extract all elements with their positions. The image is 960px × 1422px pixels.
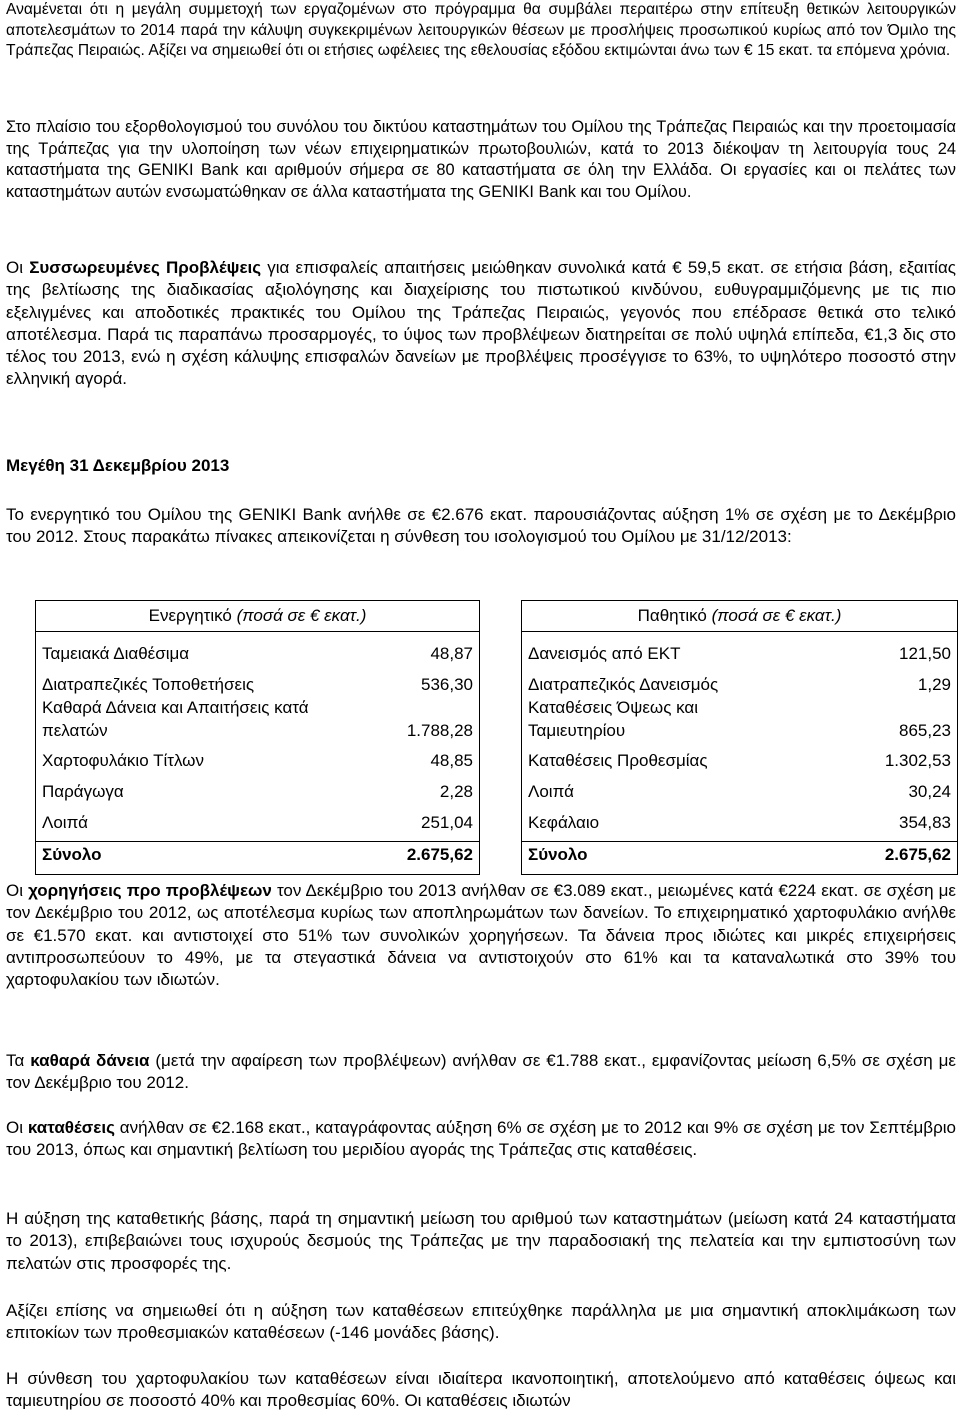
noteworthy-paragraph: Αξίζει επίσης να σημειωθεί ότι η αύξηση των καταθέσεων επιτεύχθηκε παράλληλα με μια σημαντική αποκλιμάκωση των επιτοκίων των προθεσμιακών καταθέσεων (-146 μονάδες βάσης). xyxy=(6,1301,956,1343)
liabilities-header-label: Παθητικό xyxy=(637,606,712,625)
provisions-post: για επισφαλείς απαιτήσεις μειώθηκαν συνολικά κατά € 59,5 εκατ. σε ετήσια βάση, εξαιτίας της βελτίωσης της διαδικασίας αξιολόγησης και διαχείρισης του πιστωτικού κινδύνου, ευθυγραμμιζόμενης με τις πιο εξελιγμένες και αποδοτικές πρακτικές του Ομίλου της Τράπεζας Πειραιώς, γεγονός που επέδρασε θετικά στο τελικό αποτέλεσμα. Παρά τις παραπάνω προσαρμογές, το ύψος των προβλέψεων διατηρείται σε πολύ υψηλά επίπεδα, €1,3 δις στο τέλος του 2013, ενώ η σχέση κάλυψης επισφαλών δανείων με προβλέψεις προσέγγισε το 63%, το υψηλότερο ποσοστό στην ελληνική αγορά. xyxy=(6,258,956,389)
net-loans-pre: Τα xyxy=(6,1051,31,1070)
net-loans-post: (μετά την αφαίρεση των προβλέψεων) ανήλθαν σε €1.788 εκατ., εμφανίζοντας μείωση 6,5% σε σχέση με τον Δεκέμβριο του 2012. xyxy=(6,1051,957,1093)
total-value: 2.675,62 xyxy=(884,845,951,864)
liabilities-table xyxy=(521,600,958,875)
loans-post: τον Δεκέμβριο του 2013 ανήλθαν σε €3.089 εκατ., μειωμένες κατά €224 εκατ. σε σχέση με τον Δεκέμβριο του 2012, ως αποτέλεσμα κυρίως των αποπληρωμάτων των δανείων. Το επιχειρηματικό χαρτοφυλάκιο ανήλθε σε €1.570 εκατ. και αντιστοιχεί στο 51% των συνολικών χορηγήσεων. Τα δάνεια προς ιδιώτες και μικρές επιχειρήσεις αντιπροσωπεύουν το 49%, με τα στεγαστικά δάνεια να αντιστοιχούν στο 61% και τα καταναλωτικά στο 39% του χαρτοφυλακίου των ιδιωτών. xyxy=(6,881,956,990)
section-heading: Μεγέθη 31 Δεκεμβρίου 2013 xyxy=(6,456,230,475)
row-label: Κεφάλαιο xyxy=(528,813,600,832)
assets-header-unit: (ποσά σε € εκατ.) xyxy=(236,606,367,625)
provisions-pre: Οι xyxy=(6,258,30,277)
row-value: 354,83 xyxy=(899,813,951,832)
provisions-bold: Συσσωρευμένες Προβλέψεις xyxy=(29,258,262,277)
row-value: 1,29 xyxy=(917,675,951,694)
row-label: Δανεισμός από ΕΚΤ xyxy=(528,644,681,663)
assets-total-row xyxy=(36,841,479,873)
row-label: Ταμειακά Διαθέσιμα xyxy=(42,644,190,663)
row-label: Λοιπά xyxy=(42,813,88,832)
row-label: Λοιπά xyxy=(528,782,574,801)
composition-paragraph: Η σύνθεση του χαρτοφυλακίου των καταθέσεων είναι ιδιαίτερα ικανοποιητική, αποτελούμενο από καταθέσεις όψεως και ταμιευτηρίου σε ποσοστό 40% και προθεσμίας 60%. Οι καταθέσεις ιδιωτών xyxy=(6,1369,956,1411)
total-label: Σύνολο xyxy=(42,845,102,864)
row-label: πελατών xyxy=(42,721,108,740)
network-paragraph: Στο πλαίσιο του εξορθολογισμού του συνόλου του δικτύου καταστημάτων του Ομίλου της Τράπεζας Πειραιώς και την προετοιμασία της Τράπεζας για την υλοποίηση των νέων επιχειρηματικών πρωτοβουλιών, κατά το 2013 διέκοψαν τη λειτουργία τους 24 καταστήματα της GENIKI Bank και αριθμούν σήμερα σε 80 καταστήματα σε όλη την Ελλάδα. Οι εργασίες και οι πελάτες των καταστημάτων αυτών ενσωματώθηκαν σε άλλα καταστήματα της GENIKI Bank και του Ομίλου. xyxy=(6,118,956,202)
row-value: 1.788,28 xyxy=(406,721,473,740)
intro-paragraph: Αναμένεται ότι η μεγάλη συμμετοχή των εργαζομένων στο πρόγραμμα θα συμβάλει περαιτέρω στην επίτευξη θετικών λειτουργικών αποτελεσμάτων το 2014 παρά την κάλυψη συγκεκριμένων λειτουργικών θέσεων με προσλήψεις προσωπικού κυρίως από τον Όμιλο της Τράπεζας Πειραιώς. Αξίζει να σημειωθεί ότι οι ετήσιες ωφέλειες της εθελουσίας εξόδου εκτιμώνται άνω των € 15 εκατ. τα επόμενα χρόνια. xyxy=(6,1,956,60)
net-loans-bold: καθαρά δάνεια xyxy=(30,1051,150,1070)
loans-paragraph xyxy=(6,880,956,991)
row-value: 2,28 xyxy=(439,782,473,801)
row-value: 121,50 xyxy=(899,644,951,663)
row-label: Καταθέσεις Προθεσμίας xyxy=(528,751,708,770)
row-value: 48,85 xyxy=(430,751,473,770)
total-value: 2.675,62 xyxy=(406,845,473,864)
loans-pre: Οι xyxy=(6,881,29,900)
row-value: 30,24 xyxy=(908,782,951,801)
liabilities-table-header xyxy=(522,601,957,632)
assets-header-label: Ενεργητικό xyxy=(148,606,237,625)
row-label: Διατραπεζικές Τοποθετήσεις xyxy=(42,675,255,694)
total-label: Σύνολο xyxy=(528,845,588,864)
row-label: Χαρτοφυλάκιο Τίτλων xyxy=(42,751,204,770)
row-label: Καθαρά Δάνεια και Απαιτήσεις κατά xyxy=(42,698,309,717)
row-value: 1.302,53 xyxy=(884,751,951,770)
assets-table xyxy=(35,600,480,875)
deposits-bold: καταθέσεις xyxy=(27,1118,115,1137)
row-value: 48,87 xyxy=(430,644,473,663)
net-loans-paragraph xyxy=(6,1050,956,1095)
provisions-paragraph xyxy=(6,257,956,391)
row-value: 251,04 xyxy=(421,813,473,832)
deposits-post: ανήλθαν σε €2.168 εκατ., καταγράφοντας αύξηση 6% σε σχέση με το 2012 και 9% σε σχέση με τον Σεπτέμβριο του 2013, όπως και σημαντική βελτίωση του μεριδίου αγοράς της Τράπεζας στις καταθέσεις. xyxy=(6,1118,956,1160)
row-label: Παράγωγα xyxy=(42,782,124,801)
deposits-paragraph xyxy=(6,1117,956,1162)
deposits-pre: Οι xyxy=(6,1118,28,1137)
loans-bold: χορηγήσεις προ προβλέψεων xyxy=(28,881,272,900)
liabilities-total-row xyxy=(522,841,957,873)
assets-paragraph: Το ενεργητικό του Ομίλου της GENIKI Bank ανήλθε σε €2.676 εκατ. παρουσιάζοντας αύξηση 1% σε σχέση με το Δεκέμβριο του 2012. Στους παρακάτω πίνακες απεικονίζεται η σύνθεση του ισολογισμού του Ομίλου με 31/12/2013: xyxy=(6,505,956,547)
assets-table-header xyxy=(36,601,479,632)
deposit-base-paragraph: Η αύξηση της καταθετικής βάσης, παρά τη σημαντική μείωση του αριθμού των καταστημάτων (μείωση κατά 24 καταστήματα το 2013), επιβεβαιώνει τους ισχυρούς δεσμούς της Τράπεζας με την παραδοσιακή της πελατεία και την εμπιστοσύνη των πελατών στις προσφορές της. xyxy=(6,1209,956,1273)
liabilities-header-unit: (ποσά σε € εκατ.) xyxy=(711,606,842,625)
row-value: 536,30 xyxy=(421,675,473,694)
row-label: Διατραπεζικός Δανεισμός xyxy=(528,675,719,694)
row-value: 865,23 xyxy=(899,721,951,740)
row-label: Καταθέσεις Όψεως και xyxy=(528,698,699,717)
row-label: Ταμιευτηρίου xyxy=(528,721,626,740)
